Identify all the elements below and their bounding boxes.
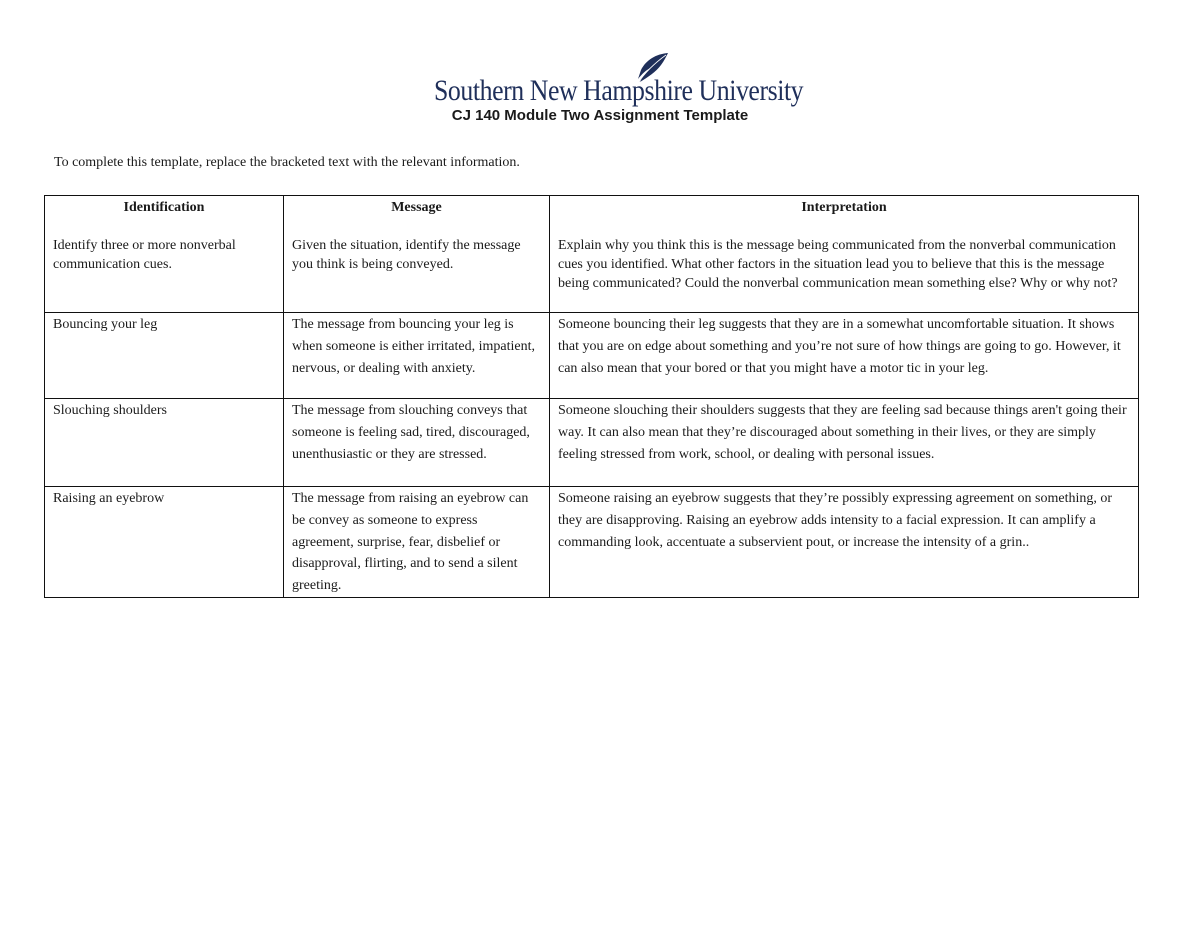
header-cell-message	[284, 196, 550, 313]
column-heading: Interpretation	[801, 200, 887, 215]
cell-message: The message from bouncing your leg is when someone is either irritated, impatient, nervous, or dealing with anxiety.	[284, 313, 550, 399]
cell-message: The message from slouching conveys that someone is feeling sad, tired, discouraged, unenthusiastic or they are stressed.	[284, 399, 550, 487]
cell-interpretation: Someone bouncing their leg suggests that they are in a somewhat uncomfortable situation. It shows that you are on edge about something and you’re not sure of how things are going to go. However, it can also mean that your bored or that you might have a motor tic in your leg.	[550, 313, 1139, 399]
nonverbal-cues-table	[44, 195, 1139, 598]
cell-interpretation: Someone raising an eyebrow suggests that they’re possibly expressing agreement on something, or they are disapproving. Raising an eyebrow adds intensity to a facial expression. It can amplify a commanding look, accentuate a subservient pout, or increase the intensity of a grin..	[550, 487, 1139, 598]
cell-interpretation: Someone slouching their shoulders suggests that they are feeling sad because things aren't going their way. It can also mean that they’re discouraged about something in their lives, or they are simply feeling stressed from work, school, or dealing with personal issues.	[550, 399, 1139, 487]
table-row	[45, 313, 1139, 399]
cell-identification: Slouching shoulders	[45, 399, 284, 487]
university-logo	[434, 52, 804, 107]
table-row	[45, 399, 1139, 487]
column-heading: Identification	[123, 200, 205, 215]
cell-identification: Bouncing your leg	[45, 313, 284, 399]
column-description: Identify three or more nonverbal communication cues.	[53, 238, 236, 272]
logo-text: Southern New Hampshire University	[434, 74, 804, 107]
column-description: Given the situation, identify the message you think is being conveyed.	[292, 238, 521, 272]
page-title: CJ 140 Module Two Assignment Template	[451, 107, 749, 124]
header-cell-interpretation	[550, 196, 1139, 313]
column-description: Explain why you think this is the message being communicated from the nonverbal communication cues you identified. What other factors in the situation lead you to believe that this is the message being communicated? Could the nonverbal communication mean something else? Why or why not?	[558, 238, 1118, 291]
cell-message: The message from raising an eyebrow can be convey as someone to express agreement, surprise, fear, disbelief or disapproval, flirting, and to send a silent greeting.	[284, 487, 550, 598]
column-heading: Message	[391, 200, 442, 215]
table-row	[45, 487, 1139, 598]
header-cell-identification	[45, 196, 284, 313]
cell-identification: Raising an eyebrow	[45, 487, 284, 598]
table-header-row	[45, 196, 1139, 313]
intro-text: To complete this template, replace the bracketed text with the relevant information.	[54, 155, 520, 170]
